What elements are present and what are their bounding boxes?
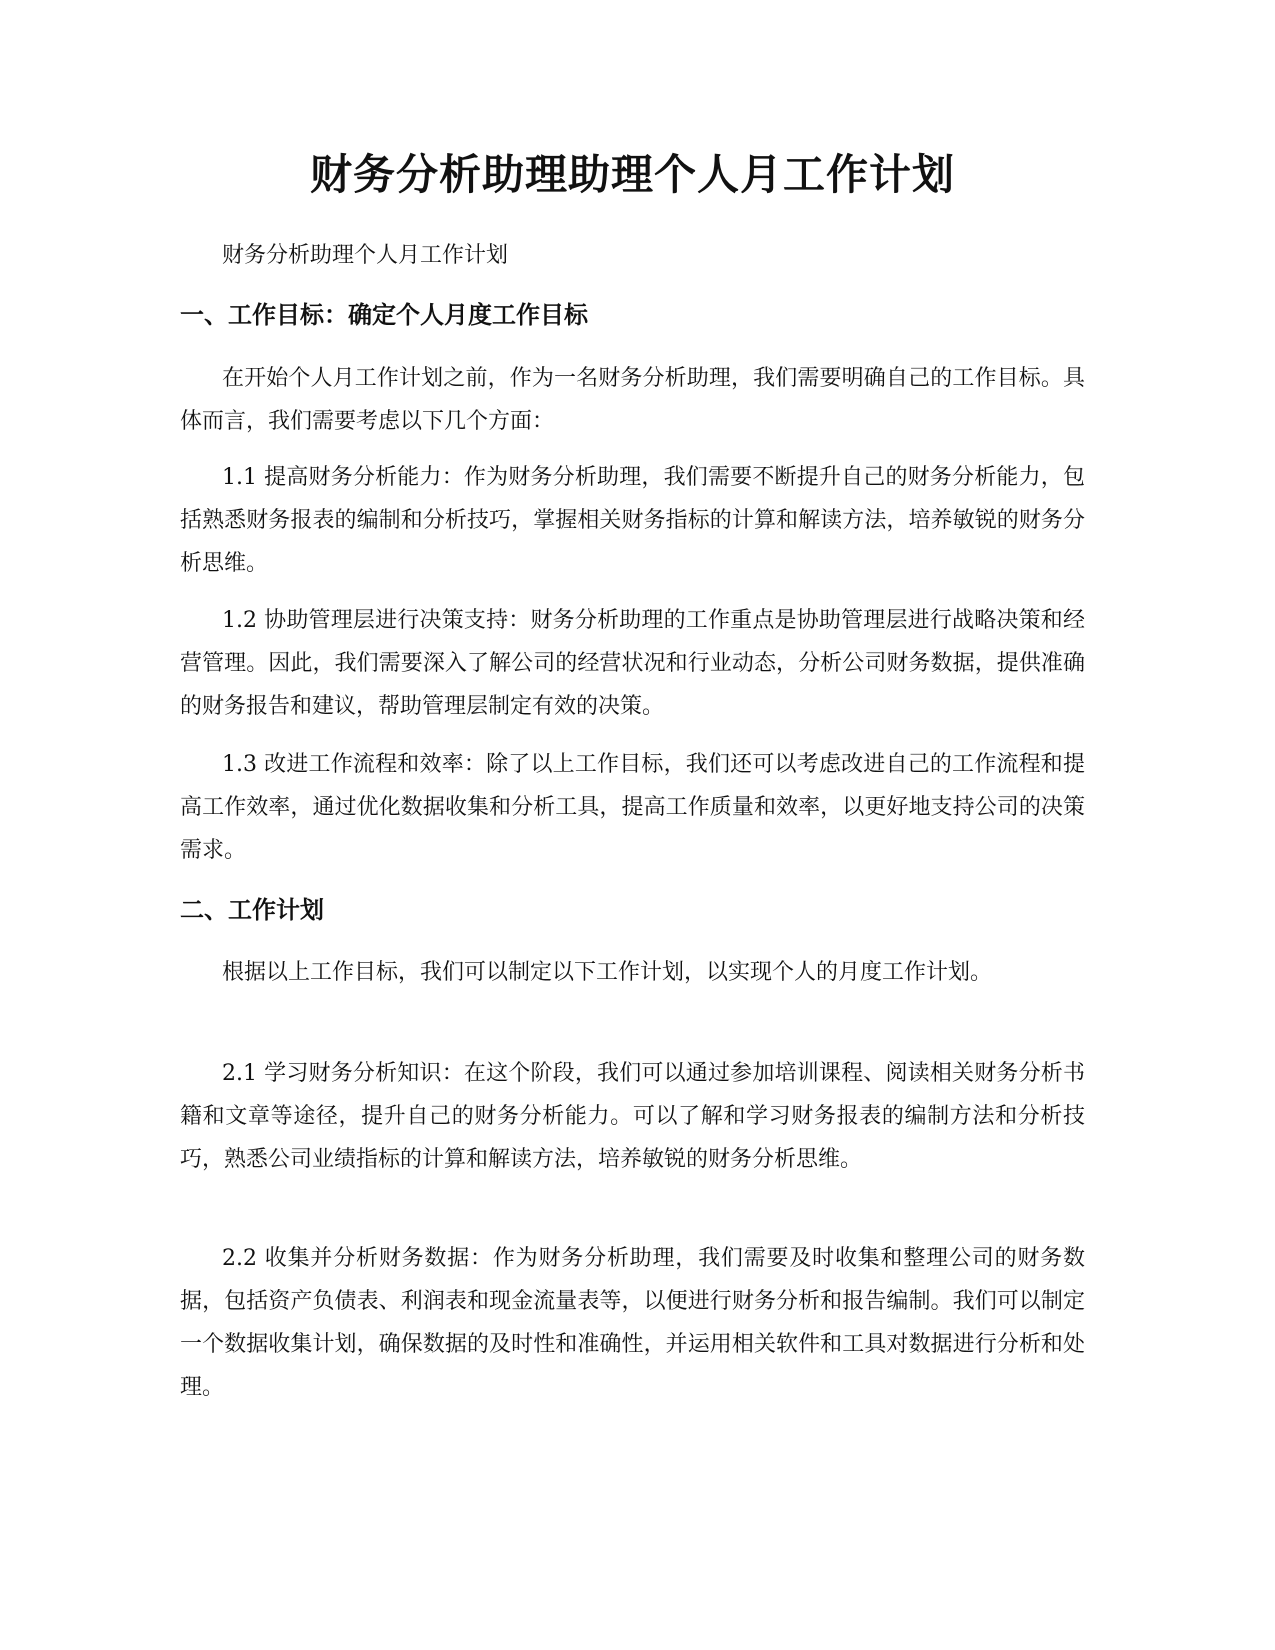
paragraph-plan-2-2: 2.2 收集并分析财务数据：作为财务分析助理，我们需要及时收集和整理公司的财务数据，包括资产负债表、利润表和现金流量表等，以便进行财务分析和报告编制。我们可以制定一个数据收集计划，确保数据的及时性和准确性，并运用相关软件和工具对数据进行分析和处理。 [180,1246,1085,1400]
document-subtitle: 财务分析助理个人月工作计划 [222,243,509,268]
document-page [180,0,1085,1650]
paragraph-plan-2-1: 2.1 学习财务分析知识：在这个阶段，我们可以通过参加培训课程、阅读相关财务分析书籍和文章等途径，提升自己的财务分析能力。可以了解和学习财务报表的编制方法和分析技巧，熟悉公司业绩指标的计算和解读方法，培养敏锐的财务分析思维。 [180,1061,1085,1172]
paragraph-goal-1-2: 1.2 协助管理层进行决策支持：财务分析助理的工作重点是协助管理层进行战略决策和经营管理。因此，我们需要深入了解公司的经营状况和行业动态，分析公司财务数据，提供准确的财务报告和建议，帮助管理层制定有效的决策。 [180,608,1085,719]
paragraph-goal-1-1: 1.1 提高财务分析能力：作为财务分析助理，我们需要不断提升自己的财务分析能力，包括熟悉财务报表的编制和分析技巧，掌握相关财务指标的计算和解读方法，培养敏锐的财务分析思维。 [180,465,1085,576]
paragraph-plan-intro: 根据以上工作目标，我们可以制定以下工作计划，以实现个人的月度工作计划。 [222,960,993,985]
section-heading-plan: 二、工作计划 [180,896,324,924]
paragraph-goals-intro: 在开始个人月工作计划之前，作为一名财务分析助理，我们需要明确自己的工作目标。具体而言，我们需要考虑以下几个方面： [180,366,1085,434]
paragraph-goal-1-3: 1.3 改进工作流程和效率：除了以上工作目标，我们还可以考虑改进自己的工作流程和提高工作效率，通过优化数据收集和分析工具，提高工作质量和效率，以更好地支持公司的决策需求。 [180,752,1085,863]
section-heading-goals: 一、工作目标：确定个人月度工作目标 [180,301,588,329]
document-title: 财务分析助理助理个人月工作计划 [309,150,955,199]
